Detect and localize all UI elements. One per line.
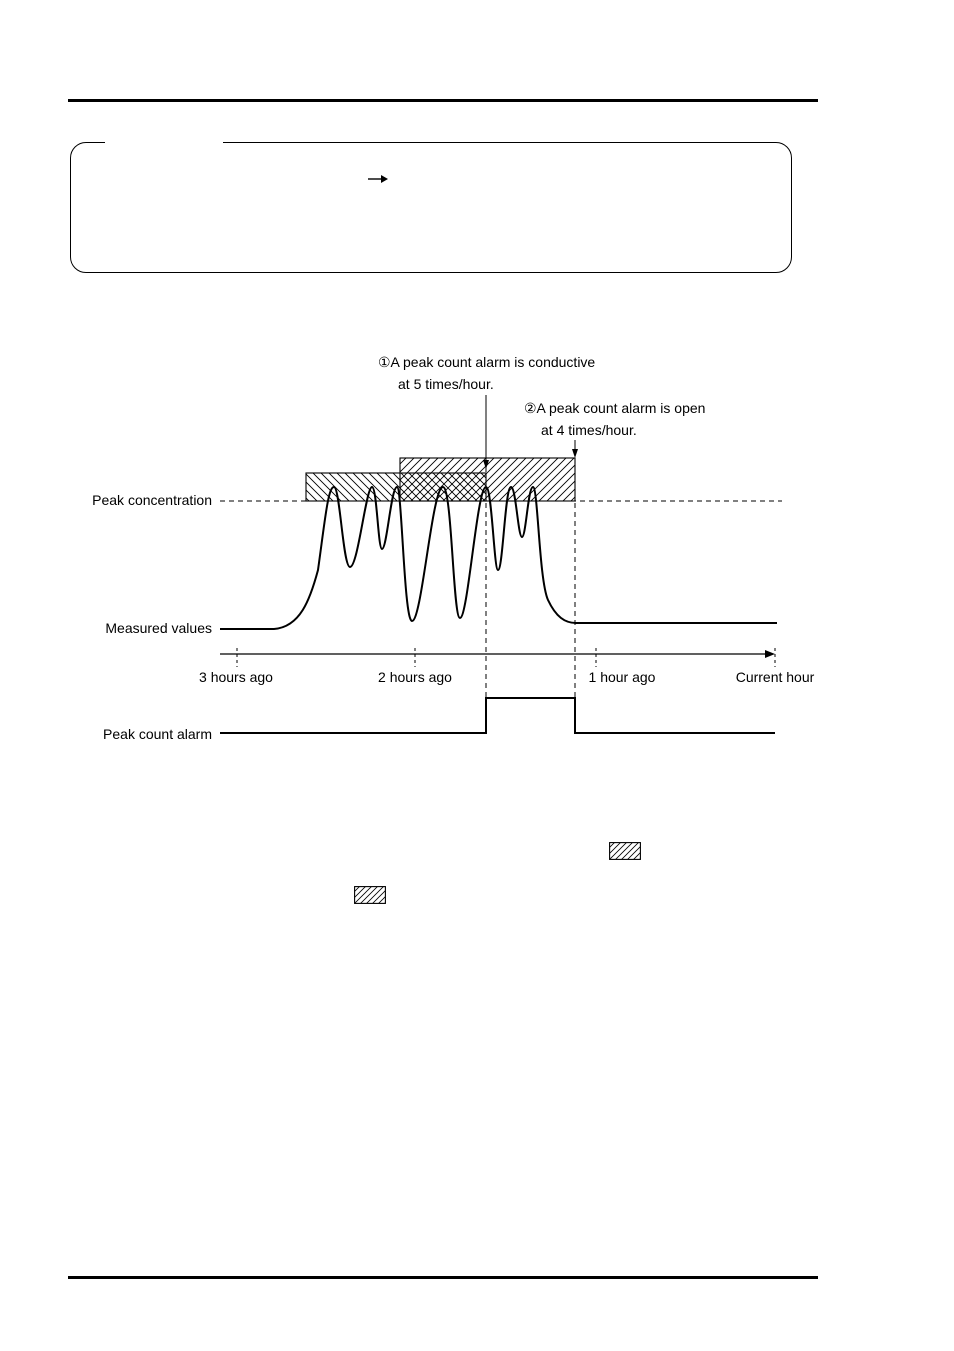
time-label-2h: 2 hours ago bbox=[378, 669, 452, 685]
annotation-2-line1: ②A peak count alarm is open bbox=[524, 400, 706, 416]
measured-values-label: Measured values bbox=[105, 620, 212, 636]
time-label-current: Current hour bbox=[735, 669, 815, 685]
peak-concentration-label: Peak concentration bbox=[92, 492, 212, 508]
annotation-2-arrowhead bbox=[572, 449, 578, 458]
peak-count-alarm-signal bbox=[220, 698, 775, 733]
annotation-1-line1: ①A peak count alarm is conductive bbox=[378, 354, 596, 370]
footer-rule bbox=[68, 1276, 818, 1279]
measured-values-curve bbox=[220, 487, 777, 629]
time-label-1h: 1 hour ago bbox=[588, 669, 656, 685]
peak-count-alarm-label: Peak count alarm bbox=[103, 726, 212, 742]
annotation-2-line2: at 4 times/hour. bbox=[541, 422, 637, 438]
time-label-3h: 3 hours ago bbox=[199, 669, 273, 685]
hatch-pattern-icon bbox=[354, 886, 386, 904]
annotation-1-line2: at 5 times/hour. bbox=[398, 376, 494, 392]
hatch-pattern-icon bbox=[609, 842, 641, 860]
time-axis-arrowhead bbox=[765, 650, 775, 658]
